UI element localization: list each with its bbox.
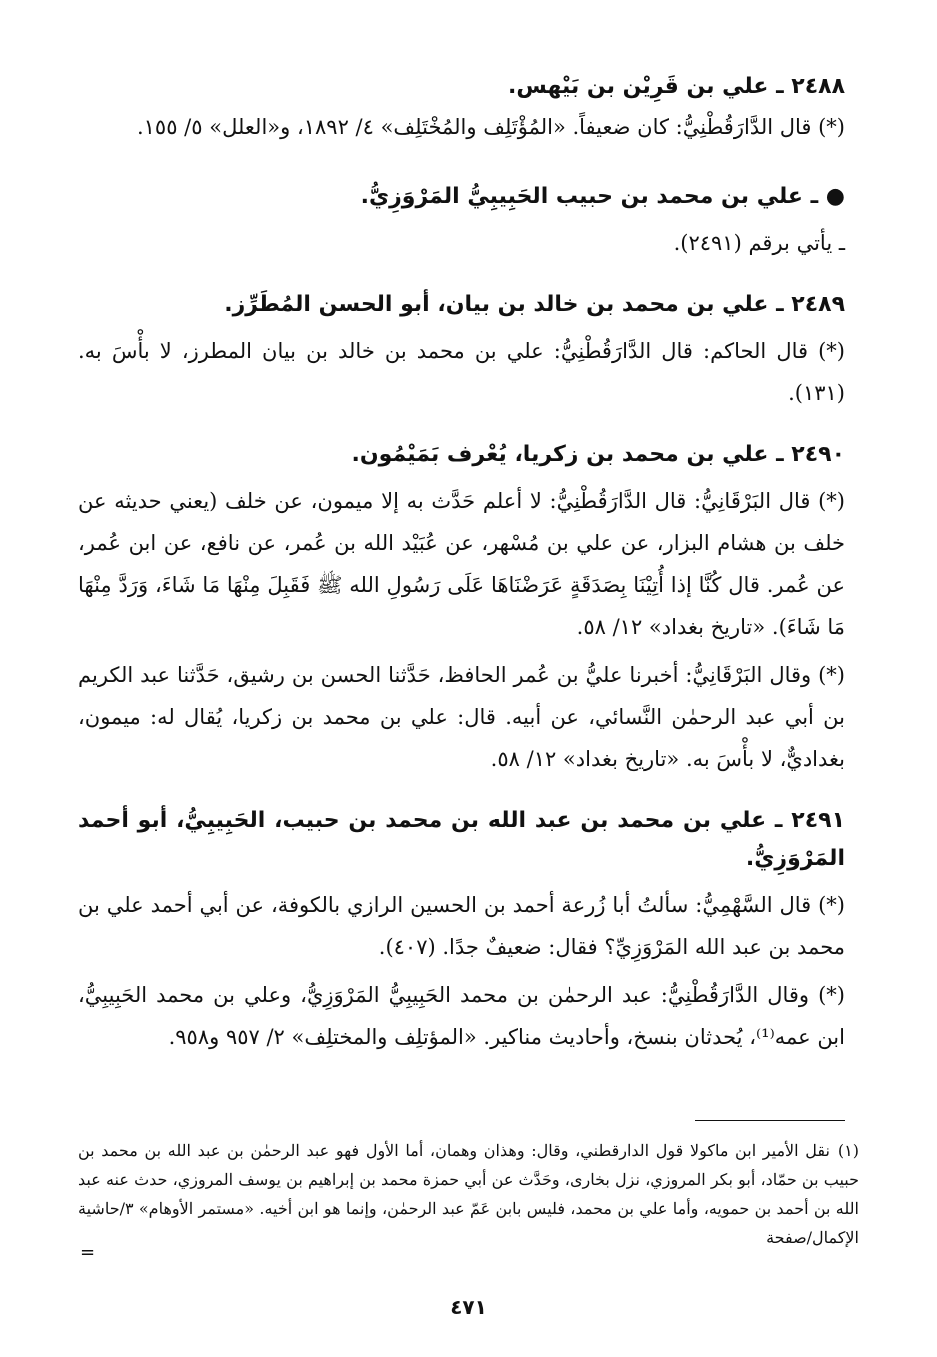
entry-heading: ٢٤٨٩ ـ علي بن محمد بن خالد بن بيان، أبو الحسن المُطَرِّز. bbox=[224, 292, 845, 317]
entry-paragraph: (*) وقال البَرْقَانِيُّ: أخبرنا عليُّ بن عُمر الحافظ، حَدَّثنا الحسن بن رشيق، حَدَّثنا عبد الكريم بن أبي عبد الرحمٰن النَّسائي، عن أبيه. قال: علي بن محمد بن زكريا، يُقال له: ميمون، بغداديٌّ، لا بأْسَ به. «تاريخ بغداد» ١٢/ ٥٨. bbox=[78, 663, 845, 771]
entry-paragraph: (*) وقال الدَّارَقُطْنِيُّ: عبد الرحمٰن بن محمد الحَبِيبِيُّ المَرْوَزِيُّ، وعلي بن محمد الحَبِيبِيُّ، ابن عمه⁽¹⁾، يُحدثان بنسخ، وأحاديث مناكير. «المؤتلِف والمختلِف» ٢/ ٩٥٧ و٩٥٨. bbox=[78, 983, 845, 1049]
entry-heading: ٢٤٩١ ـ علي بن محمد بن عبد الله بن محمد بن حبيب، الحَبِيبِيُّ، أبو أحمد المَرْوَزِيُّ. bbox=[78, 808, 845, 871]
entry-paragraph: (*) قال الحاكم: قال الدَّارَقُطْنِيُّ: علي بن محمد بن خالد بن بيان المطرز، لا بأْسَ به. (١٣١). bbox=[78, 339, 845, 405]
entry-heading: ● ـ علي بن محمد بن حبيب الحَبِيبِيُّ المَرْوَزِيُّ. bbox=[360, 184, 845, 209]
entry-heading: ٢٤٩٠ ـ علي بن محمد بن زكريا، يُعْرف بَمَيْمُون. bbox=[351, 442, 845, 467]
entry-paragraph: (*) قال البَرْقَانِيُّ: قال الدَّارَقُطْنِيُّ: لا أعلم حَدَّث به إلا ميمون، عن خلف (يعني حديثه عن خلف بن هشام البزار، عن علي بن مُسْهر، عن عُبَيْد الله بن عُمر، عن نافع، عن ابن عُمر، عن عُمر. قال كُنَّا إذا أُتِيْنَا بِصَدَقَةٍ عَرَضْنَاهَا عَلَى رَسُولِ الله ﷺ فَقَبِلَ مِنْهَا مَا شَاءَ، وَرَدَّ مِنْهَا مَا شَاءَ). «تاريخ بغداد» ١٢/ ٥٨. bbox=[78, 489, 845, 639]
footnote-continuation-mark: = bbox=[80, 1242, 96, 1263]
entry-heading: ٢٤٨٨ ـ علي بن قَرِيْن بن بَيْهس. bbox=[508, 74, 845, 99]
entry-paragraph: (*) قال السَّهْمِيُّ: سألتُ أبا زُرعة أحمد بن الحسين الرازي بالكوفة، عن أبي أحمد علي بن محمد بن عبد الله المَرْوَزِيِّ؟ فقال: ضعيفٌ جدًا. (٤٠٧). bbox=[78, 893, 845, 959]
footnote-number: (١) bbox=[837, 1141, 859, 1160]
footnote-text: نقل الأمير ابن ماكولا قول الدارقطني، وقال: وهذان وهمان، أما الأول فهو عبد الرحمٰن بن عبد الله بن محمد بن حبيب بن حمّاد، أبو بكر المروزي، نزل بخارى، وحَدَّث عن أبي حمزة محمد بن إبراهيم بن يوسف المروزي، حدث عنه عبد الله بن أحمد بن حمويه، وأما علي بن محمد، فليس بابن عَمّ عبد الرحمٰن، وإنما هو ابن أخيه. «مستمر الأوهام» ٣/حاشية الإكمال/صفحة bbox=[78, 1141, 859, 1247]
footnote-separator bbox=[695, 1120, 845, 1121]
page-number: ٤٧١ bbox=[450, 1295, 487, 1319]
entry-paragraph: ـ يأتي برقم (٢٤٩١). bbox=[673, 231, 845, 255]
entry-paragraph: (*) قال الدَّارَقُطْنِيُّ: كان ضعيفاً. «المُؤْتَلِف والمُخْتَلِف» ٤/ ١٨٩٢، و«العلل» ٥/ ١٥٥. bbox=[136, 115, 845, 139]
footnote bbox=[78, 1136, 859, 1252]
